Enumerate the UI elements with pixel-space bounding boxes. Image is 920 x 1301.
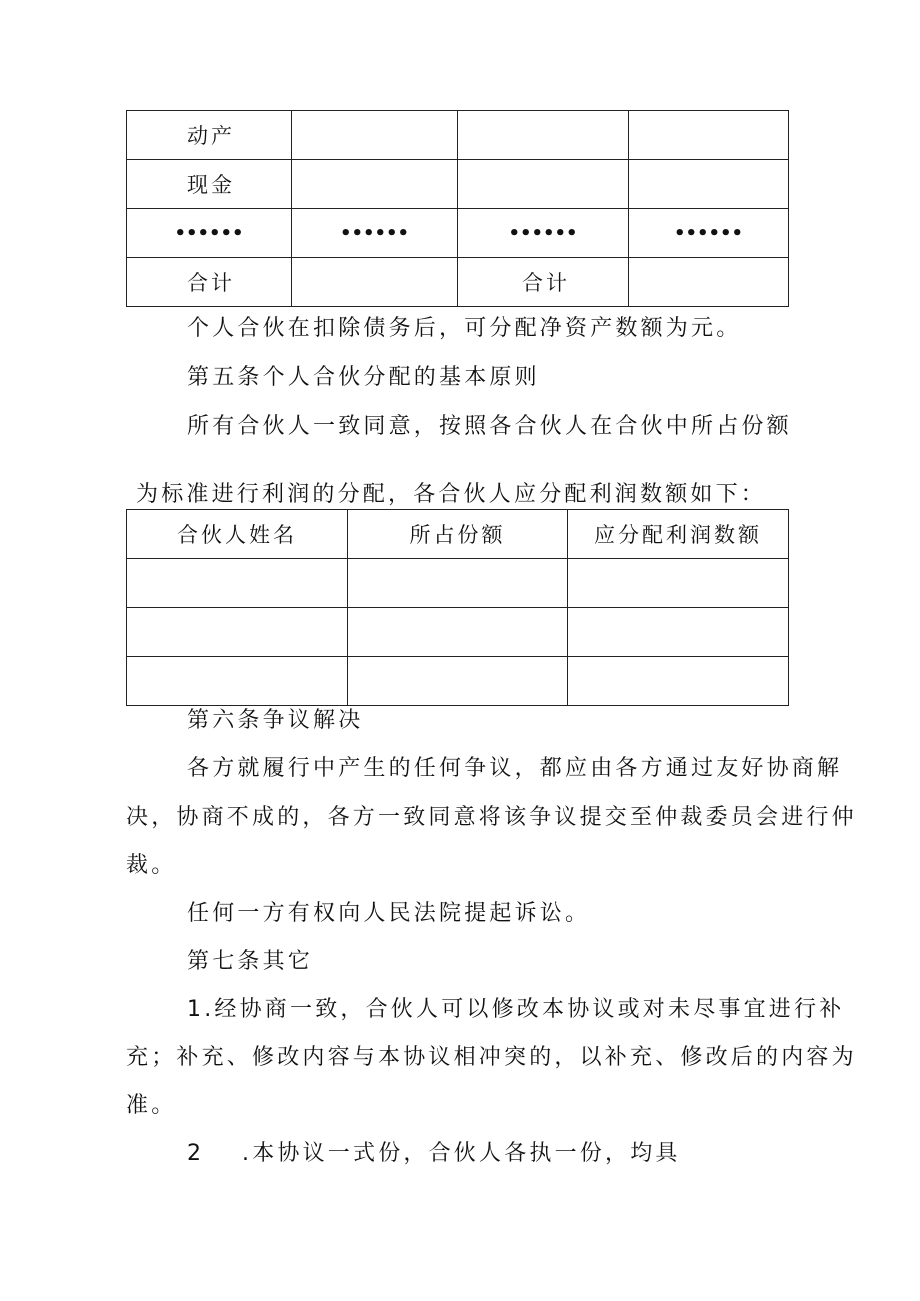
- column-header: 所占份额: [348, 510, 568, 559]
- item1-line: 准。: [126, 1093, 177, 1118]
- table-header-row: [127, 510, 789, 559]
- table-row: [127, 209, 789, 258]
- table-cell: [458, 111, 629, 160]
- table-cell: [292, 111, 458, 160]
- table-cell: 合计: [458, 258, 629, 307]
- table-cell: 现金: [127, 160, 292, 209]
- table-cell: 动产: [127, 111, 292, 160]
- net-assets-paragraph: 个人合伙在扣除债务后，可分配净资产数额为元。: [187, 316, 742, 341]
- table-cell: [348, 608, 568, 657]
- article6-title: 第六条争议解决: [187, 708, 364, 733]
- table-row: [127, 111, 789, 160]
- article6-line: 各方就履行中产生的任何争议，都应由各方通过友好协商解: [187, 756, 843, 781]
- table-cell: ••••••: [127, 209, 292, 258]
- table-cell: [629, 258, 789, 307]
- table-cell: [348, 559, 568, 608]
- article6-line: 裁。: [126, 853, 177, 878]
- table-cell: ••••••: [292, 209, 458, 258]
- table-cell: [568, 657, 789, 706]
- item2-text: .本协议一式份，合伙人各执一份，均具: [242, 1141, 681, 1166]
- article5-line: 为标准进行利润的分配，各合伙人应分配利润数额如下：: [136, 482, 767, 507]
- table-cell: [458, 160, 629, 209]
- article5-line: 所有合伙人一致同意，按照各合伙人在合伙中所占份额: [187, 414, 792, 439]
- table-cell: 合计: [127, 258, 292, 307]
- item1-line: 1.经协商一致，合伙人可以修改本协议或对未尽事宜进行补: [187, 997, 845, 1022]
- assets-table: [126, 110, 789, 307]
- table-cell: ••••••: [629, 209, 789, 258]
- article6-line: 决，协商不成的，各方一致同意将该争议提交至仲裁委员会进行仲: [126, 805, 857, 830]
- table-cell: [629, 111, 789, 160]
- column-header: 合伙人姓名: [127, 510, 348, 559]
- article6-paragraph: 任何一方有权向人民法院提起诉讼。: [187, 901, 591, 926]
- table-row: [127, 160, 789, 209]
- item1-line: 充；补充、修改内容与本协议相冲突的，以补充、修改后的内容为: [126, 1045, 857, 1070]
- profit-table: [126, 509, 789, 706]
- table-cell: [348, 657, 568, 706]
- column-header: 应分配利润数额: [568, 510, 789, 559]
- article5-title: 第五条个人合伙分配的基本原则: [187, 365, 540, 390]
- table-cell: [292, 160, 458, 209]
- table-row: [127, 608, 789, 657]
- item2-number: 2: [187, 1141, 205, 1166]
- table-cell: [292, 258, 458, 307]
- table-cell: ••••••: [458, 209, 629, 258]
- table-cell: [629, 160, 789, 209]
- table-cell: [127, 657, 348, 706]
- table-cell: [568, 559, 789, 608]
- table-row: [127, 559, 789, 608]
- table-cell: [127, 559, 348, 608]
- table-row: [127, 657, 789, 706]
- table-cell: [127, 608, 348, 657]
- article7-title: 第七条其它: [187, 949, 314, 974]
- table-cell: [568, 608, 789, 657]
- table-row: [127, 258, 789, 307]
